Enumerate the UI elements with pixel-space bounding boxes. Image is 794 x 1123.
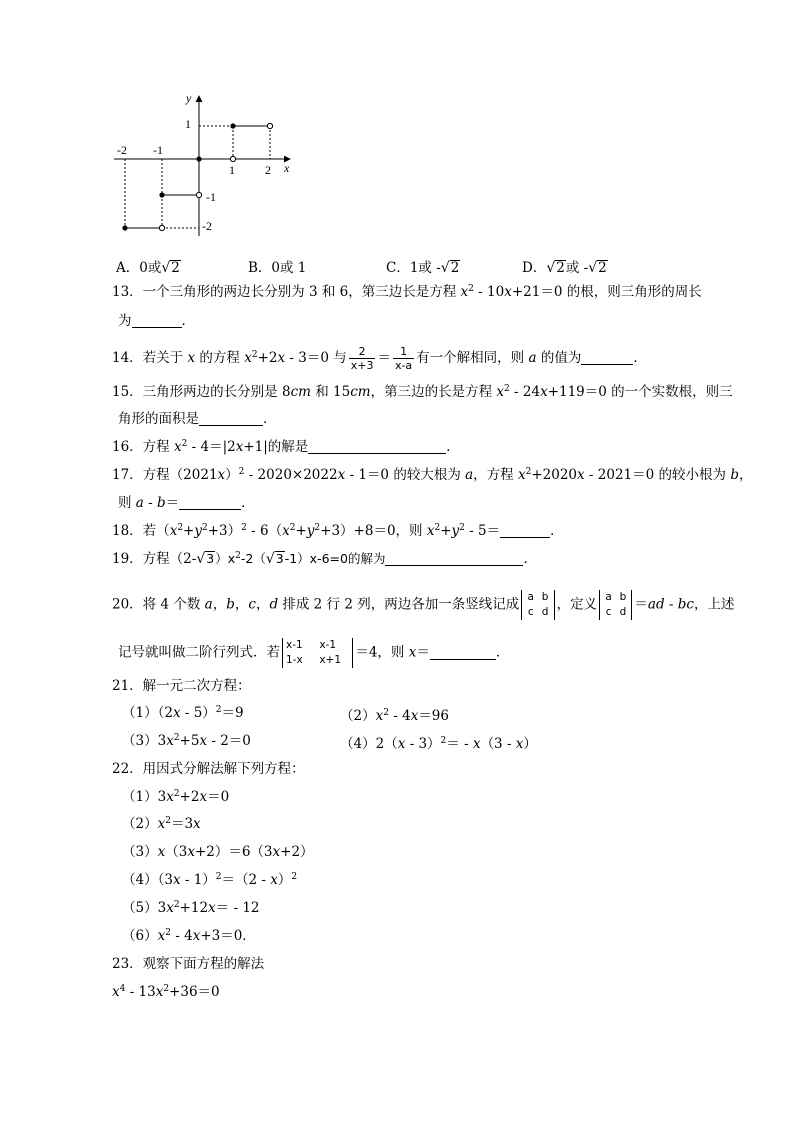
q22-part-6: $(6)x^2 - 4x+3=0$． [122, 928, 256, 944]
q22-part-2: $(2)x^2=3x$ [122, 816, 201, 832]
q21-part-4: （4）2（x - 3）$^2$＝ - x（3 - x） [340, 736, 537, 752]
open-point [159, 225, 164, 230]
open-point [267, 123, 272, 128]
determinant-definition: a b c d [599, 590, 632, 620]
question-23-title: 23．观察下面方程的解法 [112, 956, 265, 972]
dotted-guides [125, 126, 270, 228]
step-segments [125, 126, 270, 228]
question-15-line2: 角形的面积是 ． [118, 411, 277, 427]
answer-blank[interactable] [430, 645, 496, 660]
open-point [230, 156, 235, 161]
question-20-line2: 记号就叫做二阶行列式．若 x-1 x-1 1-x x+1 ＝4，则 x＝ ． [118, 639, 510, 666]
option-d: D．√2或 -√2 [522, 260, 607, 276]
option-c: C．1或 -√2 [386, 260, 460, 276]
y-axis-label: y [186, 91, 192, 105]
tick-label-y-neg2: -2 [202, 219, 212, 233]
q22-part-5: $(5)3x^2+12x= - 12$ [122, 900, 260, 916]
closed-point [196, 156, 201, 161]
question-22-title: 22．用因式分解法解下列方程： [112, 761, 305, 777]
question-16: 16．方程 $x^2 - 4=|2x+1|$的解是 ． [112, 439, 460, 455]
determinant-ab-cd: a b c d [521, 590, 554, 620]
step-function-graph [108, 88, 308, 238]
question-19: 19．方程$(2-√3)x^2-2(√3-1)x-6=0$的解为 ． [112, 551, 537, 567]
question-15: 15．三角形两边的长分别是 8cm 和 15cm，第三边的长是方程 $x^2 - 24x+119=0$ 的一个实数根，则三 [112, 384, 733, 400]
question-13-line2: 为 ． [118, 313, 195, 329]
question-20: 20．将 4 个数 a，b，c，d 排成 2 行 2 列，两边各加一条竖线记成 a b c d ，定义 a b c d ＝ad - bc，上述 [112, 591, 735, 618]
question-17-line2: 则 a - b＝ ． [118, 495, 255, 511]
answer-blank[interactable] [199, 411, 263, 426]
q22-part-1: $(1)3x^2+2x=0$ [122, 789, 230, 805]
closed-point [159, 192, 164, 197]
q23-equation: $x^4 - 13x^2+36=0$ [112, 984, 220, 1000]
x-axis-label: x [284, 161, 290, 175]
question-18: 18．若$(x^2+y^2+3)^2 - 6(x^2+y^2+3)+8=0$，则 $x^2+y^2 - 5=$ ． [112, 523, 564, 539]
question-17: 17．方程$(2021x)^2 - 2020\times 2022x - 1=0$ 的较大根为 a，方程 $x^2+2020x - 2021=0$ 的较小根为 b， [112, 467, 753, 483]
q22-part-3: （3）x（3x+2）＝6（3x+2） [122, 844, 314, 860]
tick-label-y-neg1: -1 [206, 190, 216, 204]
tick-label-x-neg2: -2 [117, 143, 127, 157]
q21-part-3: $(3)3x^2+5x - 2=0$ [122, 733, 251, 749]
closed-point [122, 225, 127, 230]
closed-point [230, 123, 235, 128]
fraction: $\frac{2}{x+3}$ [350, 345, 374, 372]
tick-label-x-neg1: -1 [153, 143, 163, 157]
answer-blank[interactable] [179, 495, 241, 510]
q22-part-4: （4）（3x - 1）$^2$＝（2 - x）$^2$ [122, 872, 298, 888]
q21-part-1: （1）（2x - 5）$^2$＝9 [122, 705, 244, 721]
answer-blank[interactable] [500, 523, 550, 538]
answer-blank[interactable] [385, 551, 523, 566]
question-13: 13．一个三角形的两边长分别为 3 和 6，第三边长是方程 $x^2 - 10x+21=0$ 的根，则三角形的周长 [112, 284, 702, 300]
tick-label-x-1: 1 [229, 163, 235, 177]
tick-label-x-2: 2 [265, 163, 271, 177]
answer-blank[interactable] [308, 439, 446, 454]
tick-label-y-1: 1 [185, 117, 191, 131]
open-point [196, 192, 201, 197]
question-21-title: 21．解一元二次方程： [112, 678, 251, 694]
option-b: B．0或 1 [248, 260, 307, 276]
question-14: 14．若关于 x 的方程 $x^2+2x - 3=0$ 与 $\frac{2}{x+3}$ ＝ $\frac{1}{x-a}$ 有一个解相同，则 a 的值为 ． [112, 345, 647, 372]
option-a: A．0或√2 [116, 260, 180, 276]
answer-blank[interactable] [581, 350, 633, 365]
fraction: $\frac{1}{x-a}$ [394, 345, 413, 372]
q21-part-2: $(2)x^2 - 4x=96$ [340, 708, 449, 724]
answer-blank[interactable] [132, 313, 182, 328]
determinant-x: x-1 x-1 1-x x+1 [282, 638, 353, 668]
